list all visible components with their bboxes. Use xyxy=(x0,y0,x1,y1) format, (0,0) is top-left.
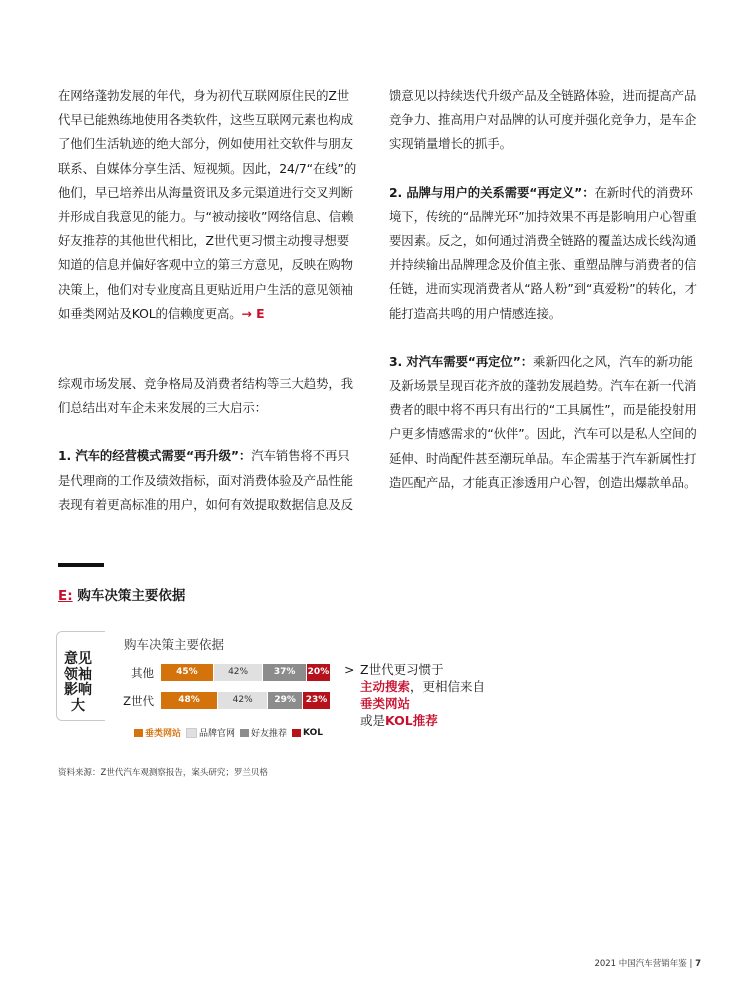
bar-segment: 42% xyxy=(218,692,267,709)
left-paragraph-2: 综观市场发展、竞争格局及消费者结构等三大趋势，我们总结出对车企未来发展的三大启示： xyxy=(58,376,353,416)
footer-title: 2021 中国汽车营销年鉴 xyxy=(594,959,687,969)
bar-segment: 23% xyxy=(303,692,330,709)
legend-swatch xyxy=(186,728,197,738)
bar-segment: 45% xyxy=(161,664,213,681)
bar-segment: 48% xyxy=(161,692,217,709)
bar-row xyxy=(161,692,331,709)
legend-item xyxy=(240,726,287,739)
legend-label: 品牌官网 xyxy=(199,729,236,739)
legend-swatch xyxy=(134,729,143,737)
legend-label: 好友推荐 xyxy=(251,729,288,739)
page-footer xyxy=(594,957,701,969)
legend-label: 垂类网站 xyxy=(145,729,182,739)
right-paragraph-1: 馈意见以持续迭代升级产品及全链路体验，进而提高产品竞争力、推高用户对品牌的认可度并强化竞争力，是车企实现销量增长的抓手。 xyxy=(389,88,697,152)
bar-segment: 29% xyxy=(268,692,302,709)
figure-e-link[interactable]: → E xyxy=(241,305,265,321)
left-column xyxy=(58,84,360,517)
section-letter: E: xyxy=(58,588,73,604)
callout-text: Z世代更习惯于 主动搜索，更相信来自垂类网站 或是KOL推荐 xyxy=(360,662,486,728)
page-number: 7 xyxy=(695,959,701,969)
category-label: Z世代 xyxy=(123,694,154,708)
bar-row xyxy=(161,664,331,681)
source-note: 资料来源：Z世代汽车观测察报告，案头研究；罗兰贝格 xyxy=(58,768,268,778)
right-paragraph-3: 3. 对汽车需要“再定位”：乘新四化之风，汽车的新功能及新场景呈现百花齐放的蓬勃发展趋势。汽车在新一代消费者的眼中将不再只有出行的“工具属性”，而是能投射用户更多情感需求的“伙伴”。因此，汽车可以是私人空间的延伸、时尚配件甚至潮玩单品。车企需基于汽车新属性打造匹配产品，才能真正渗透用户心智，创造出爆款单品。 xyxy=(389,353,697,490)
section-title xyxy=(58,584,185,604)
legend-item xyxy=(134,726,181,739)
section-rule xyxy=(58,563,104,567)
bar-segment: 37% xyxy=(263,664,306,681)
callout-arrow-icon: > xyxy=(344,662,355,677)
legend-item xyxy=(292,728,323,738)
category-label: 其他 xyxy=(131,666,154,680)
legend-label: KOL xyxy=(303,727,324,738)
legend-swatch xyxy=(292,729,301,737)
figure-callout xyxy=(344,661,494,729)
left-paragraph-1: 在网络蓬勃发展的年代，身为初代互联网原住民的Z世代早已能熟练地使用各类软件，这些互联网元素也构成了他们生活轨迹的绝大部分，例如使用社交软件与朋友联系、自媒体分享生活、短视频。因此，24/7“在线”的他们，早已培养出从海量资讯及多元渠道进行交叉判断并形成自我意见的能力。与“被动接收”网络信息、信赖好友推荐的其他世代相比，Z世代更习惯主动搜寻想要知道的信息并偏好客观中立的第三方意见，反映在购物决策上，他们对专业度高且更贴近用户生活的意见领袖如垂类网站及KOL的信赖度更高。→ E xyxy=(58,88,357,321)
footer-separator: | xyxy=(689,959,693,969)
bar-segment: 42% xyxy=(214,664,262,681)
chart-legend xyxy=(134,726,328,739)
chart-title: 购车决策主要依据 xyxy=(124,637,225,652)
section-title-text: 购车决策主要依据 xyxy=(77,588,186,604)
left-paragraph-3: 1. 汽车的经营模式需要“再升级”：汽车销售将不再只是代理商的工作及绩效指标，面对消费体验及产品性能表现有着更高标准的用户，如何有效提取数据信息及反 xyxy=(58,448,353,512)
legend-item xyxy=(186,726,235,739)
right-column xyxy=(389,84,699,495)
bar-segment: 20% xyxy=(307,664,330,681)
legend-swatch xyxy=(240,729,249,737)
right-paragraph-2: 2. 品牌与用户的关系需要“再定义”：在新时代的消费环境下，传统的“品牌光环”加持效果不再是影响用户心智重要因素。反之，如何通过消费全链路的覆盖达成长线沟通并持续输出品牌理念及价值主张、重塑品牌与消费者的信任链，进而实现消费者从“路人粉”到“真爱粉”的转化，才能打造高共鸣的用户情感连接。 xyxy=(389,184,697,321)
figure-side-label: 意见领袖影响大 xyxy=(64,651,92,714)
